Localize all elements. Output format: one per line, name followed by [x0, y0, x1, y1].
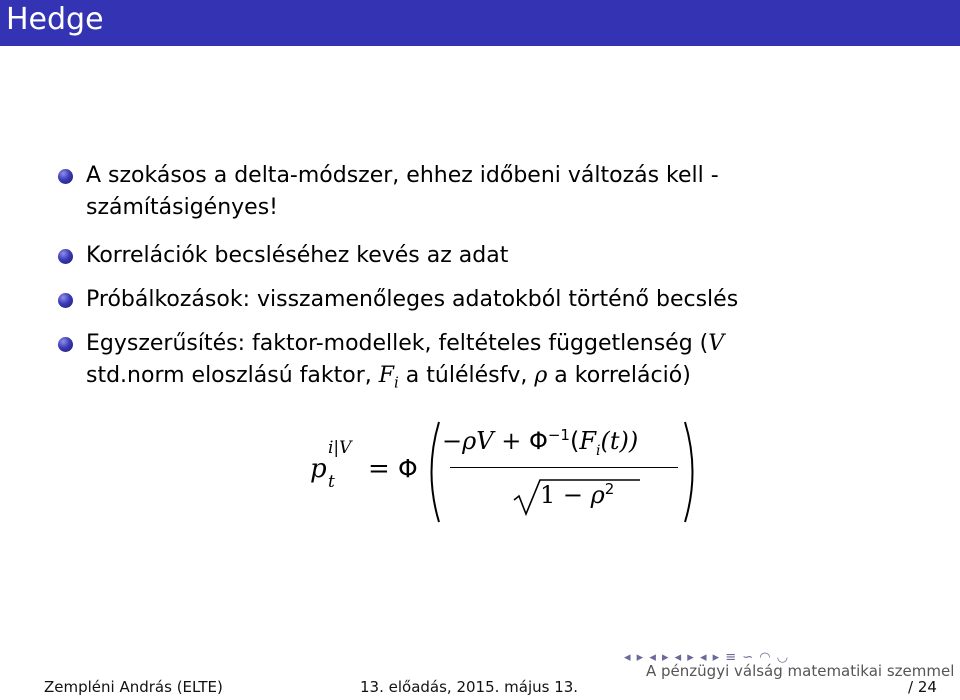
formula-rho-2: ρ	[590, 481, 605, 509]
var-rho: ρ	[534, 363, 548, 388]
footer-date: 13. előadás, 2015. május 13.	[360, 678, 579, 696]
var-f-subscript: i	[394, 373, 399, 392]
var-f: F	[378, 363, 394, 388]
bullet-item	[52, 240, 902, 272]
footer	[0, 662, 960, 700]
right-paren-icon	[682, 420, 702, 524]
bullet-item	[52, 160, 902, 224]
fraction-bar	[450, 467, 678, 468]
formula-p: p	[310, 454, 327, 484]
bullet-text-part: a korreláció)	[547, 363, 691, 388]
bullet-text: Korrelációk becsléséhez kevés az adat	[86, 243, 509, 268]
title-bar	[0, 0, 960, 46]
formula-plus: +	[501, 427, 522, 455]
bullet-text-part: std.norm eloszlású faktor,	[86, 363, 379, 388]
bullet-text: Próbálkozások: visszamenőleges adatokból történő becslés	[86, 287, 739, 312]
bullet-text-part: Egyszerűsítés: faktor-modellek, feltételes függetlenség (	[86, 331, 709, 356]
formula-arg-open: (	[569, 427, 580, 455]
formula-v: V	[476, 427, 494, 455]
bullet-icon	[58, 249, 73, 264]
formula-minus: −	[442, 427, 463, 455]
formula	[300, 418, 720, 528]
formula-inverse-exponent: −1	[547, 426, 570, 444]
formula-equals: =	[368, 454, 390, 484]
bullet-text	[86, 328, 902, 398]
var-v: V	[708, 331, 725, 356]
formula-phi: Φ	[398, 454, 418, 483]
formula-phi-inv: Φ	[528, 427, 548, 455]
formula-arg-t: (t))	[600, 427, 639, 455]
formula-minus-2: −	[562, 481, 584, 509]
formula-f-subscript: i	[596, 442, 601, 459]
formula-one: 1	[540, 481, 556, 509]
navigation-symbols[interactable]: ◂ ▸ ◂ ▸ ◂ ▸ ◂ ▸ ≡ ∽ ◠ ◡	[624, 650, 790, 665]
footer-short-title: A pénzügyi válság matematikai szemmel	[646, 662, 955, 680]
bullet-text: A szokásos a delta-módszer, ehhez időbeni változás kell - számításigényes!	[86, 163, 719, 220]
bullet-icon	[58, 169, 73, 184]
formula-denominator	[540, 480, 614, 509]
formula-subscript: t	[328, 472, 335, 492]
bullet-text-part: a túlélésfv,	[398, 363, 535, 388]
left-paren-icon	[422, 420, 442, 524]
bullet-item	[52, 284, 902, 316]
formula-rho: ρ	[462, 427, 477, 455]
bullet-icon	[58, 337, 73, 352]
formula-f: F	[579, 427, 596, 455]
formula-numerator	[442, 426, 638, 459]
formula-superscript: i|V	[328, 438, 352, 458]
footer-author: Zempléni András (ELTE)	[44, 678, 223, 696]
bullet-item	[52, 328, 902, 398]
footer-page-number: / 24	[908, 678, 937, 696]
bullet-icon	[58, 293, 73, 308]
slide-title: Hedge	[6, 2, 104, 37]
formula-square: 2	[604, 480, 615, 498]
